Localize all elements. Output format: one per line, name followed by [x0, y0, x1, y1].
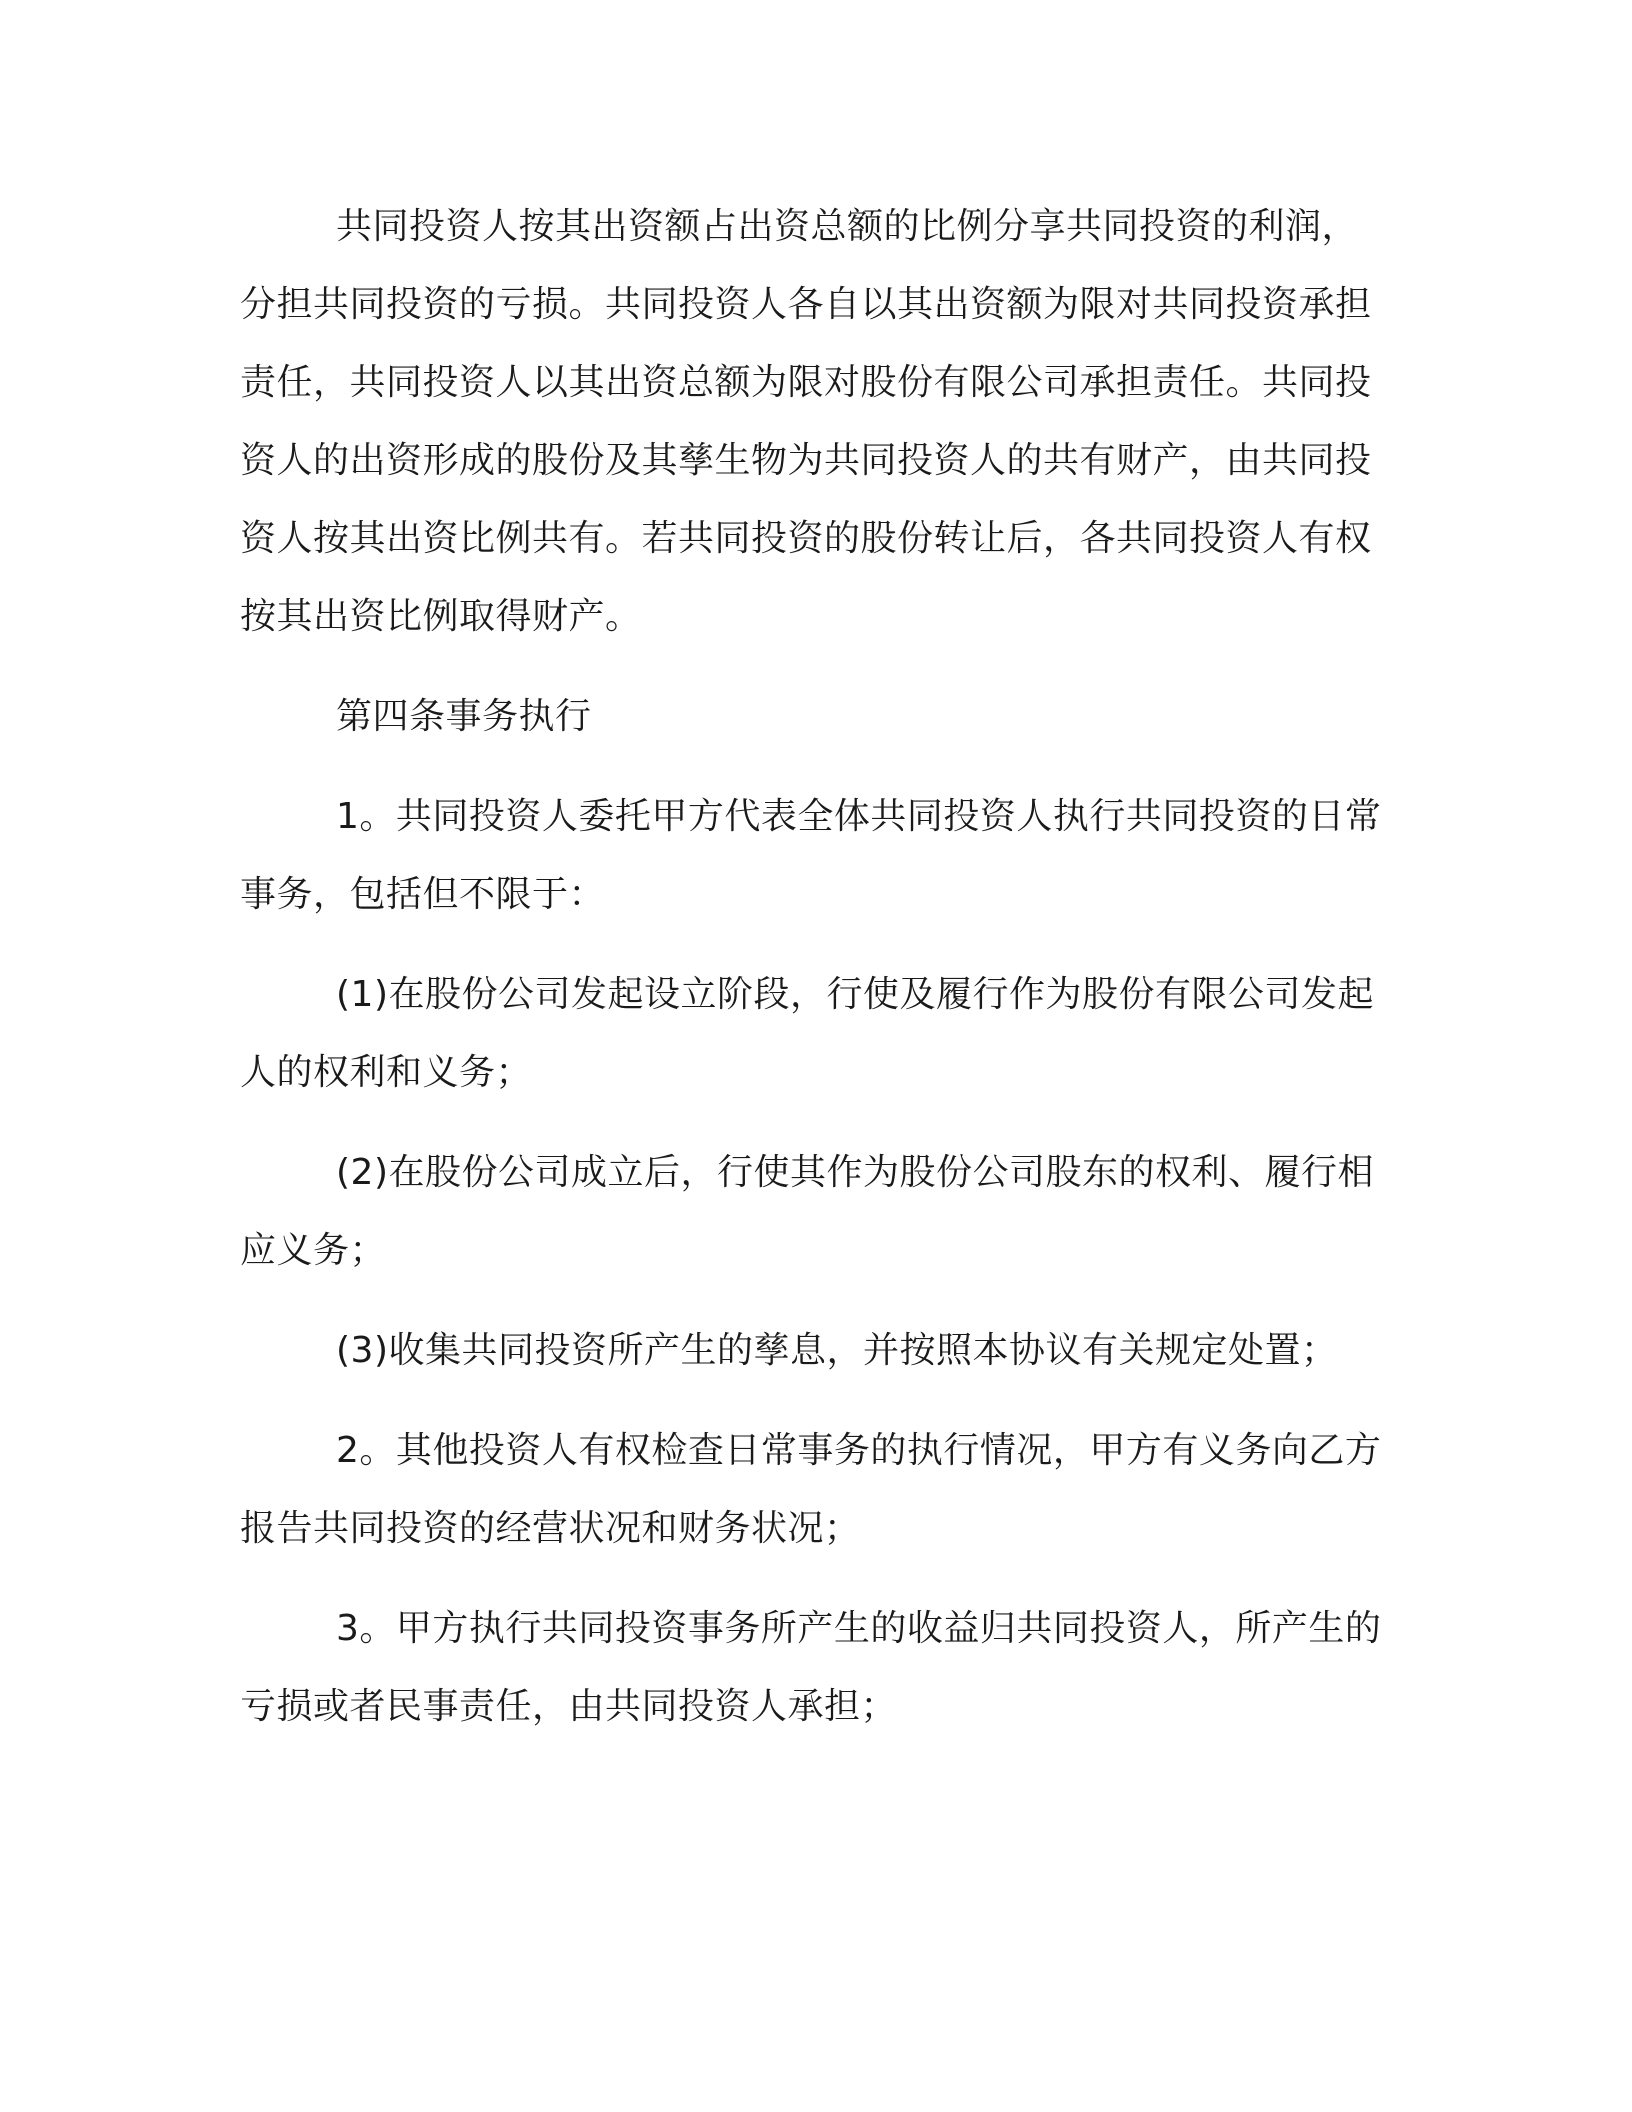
clause-1-item-3: (3)收集共同投资所产生的孳息，并按照本协议有关规定处置； [336, 1330, 1338, 1371]
clause-2: 2。其他投资人有权检查日常事务的执行情况，甲方有义务向乙方报告共同投资的经营状况和财务状况； [240, 1430, 1382, 1549]
paragraph-profit-sharing: 共同投资人按其出资额占出资总额的比例分享共同投资的利润，分担共同投资的亏损。共同投资人各自以其出资额为限对共同投资承担责任，共同投资人以其出资总额为限对股份有限公司承担责任。共同投资人的出资形成的股份及其孳生物为共同投资人的共有财产，由共同投资人按其出资比例共有。若共同投资的股份转让后，各共同投资人有权按其出资比例取得财产。 [240, 206, 1372, 637]
clause-3: 3。甲方执行共同投资事务所产生的收益归共同投资人，所产生的亏损或者民事责任，由共同投资人承担； [240, 1608, 1382, 1727]
document-body [240, 188, 1392, 1746]
clause-1-item-2: (2)在股份公司成立后，行使其作为股份公司股东的权利、履行相应义务； [240, 1152, 1374, 1271]
clause-1: 1。共同投资人委托甲方代表全体共同投资人执行共同投资的日常事务，包括但不限于： [240, 796, 1382, 915]
clause-1-item-1: (1)在股份公司发起设立阶段，行使及履行作为股份有限公司发起人的权利和义务； [240, 974, 1374, 1093]
section-heading-article-4: 第四条事务执行 [336, 696, 592, 737]
